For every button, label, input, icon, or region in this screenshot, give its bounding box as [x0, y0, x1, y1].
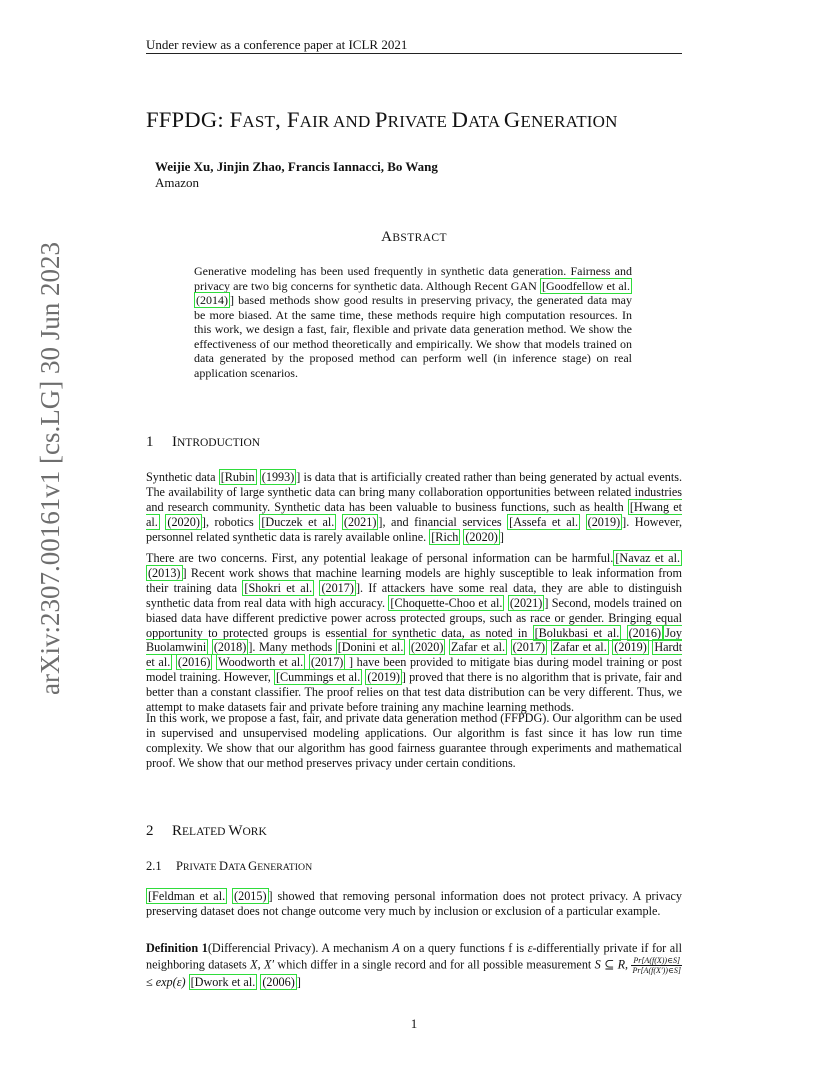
citation-link[interactable]: Zafar et al.	[552, 640, 607, 655]
definition-label: Definition 1	[146, 941, 208, 955]
citation-link[interactable]: (2016)	[177, 655, 211, 670]
citation-link[interactable]: (1993)	[261, 470, 295, 484]
citation-link[interactable]: (2006)	[262, 974, 295, 989]
citation-link[interactable]: (2018)	[213, 640, 247, 655]
citation-link[interactable]: [Choquette-Choo et al.	[390, 595, 503, 610]
citation-link[interactable]: [Assefa et al.	[509, 514, 579, 529]
arxiv-identifier[interactable]: arXiv:2307.00161v1 [cs.LG] 30 Jun 2023	[35, 242, 65, 695]
subsection-heading-private-data-generation: 2.1 PRIVATE DATA GENERATION	[146, 859, 313, 873]
abstract-text: Generative modeling has been used frequently in synthetic data generation. Fairness and privacy are two big concerns for synthetic data. Although Recent GAN [Goodfellow et al. (2014) ] based methods show good results in preserving privacy, the generated data may be more biased. At the same time, these methods require high computation resources. In this work, we design a fast, fair, flexible and private data generation method. We show the effectiveness of our method theoretically and empirically. We show that models trained on data generated by the proposed method can perform well (in inference stage) on real application scenarios.	[194, 264, 632, 380]
citation-link[interactable]: (2019)	[367, 670, 400, 685]
intro-paragraph-3: In this work, we propose a fast, fair, and private data generation method (FFPDG). Our algorithm can be used in supervised and unsupervised modeling applications. Our algorithm is fast since it has low run time complexity. We show that our algorithm has good fairness guarantee through experiments and mathematical proof. We show that our method preserves privacy under certain conditions.	[146, 711, 682, 770]
citation-link[interactable]: [Dwork et al.	[190, 974, 256, 989]
citation-link[interactable]: (2020)	[167, 514, 200, 529]
citation-link[interactable]: [Hwang et al.	[146, 499, 682, 529]
citation-link[interactable]: (2019)	[614, 640, 647, 655]
citation-link[interactable]: [Navaz et al.	[615, 551, 680, 565]
section-heading-introduction: 1 INTRODUCTION	[146, 434, 261, 450]
paper-title: FFPDG: FAST, FAIR AND PRIVATE DATA GENERATION	[146, 107, 618, 132]
citation-link[interactable]: [Shokri et al.	[244, 580, 313, 595]
citation-link[interactable]: (2020)	[465, 529, 498, 544]
citation-link[interactable]: [Cummings et al.	[275, 670, 361, 685]
author-list: Weijie Xu, Jinjin Zhao, Francis Iannacci, Bo Wang	[155, 159, 438, 174]
citation-link[interactable]: [Rubin	[220, 470, 255, 484]
citation-link[interactable]: (2015)	[234, 889, 267, 903]
affiliation: Amazon	[155, 175, 200, 190]
header-rule	[146, 53, 682, 54]
citation-link[interactable]: (2020)	[410, 640, 444, 655]
intro-paragraph-2: There are two concerns. First, any potential leakage of personal information can be harmful. [Navaz et al. (2013) ] Recent work shows that machine learning models are highly susceptible to leak information from their training data [Shokri et al. (2017) ]. If attackers have some real data, they are able to distinguish synthetic data from real data with high accuracy. [Choquette-Choo et al. (2021) ] Second, models trained on biased data have different predictive power across protected groups, such as race or gender. Bringing equal opportunity to protected groups is essential for synthetic data, as noted in [Bolukbasi et al. (2016) Joy Buolamwini (2018) ]. Many methods [Donini et al. (2020) Zafar et al. (2017) Zafar et al. (2019) Hardt et al. (2016) Woodworth et al. (2017) ] have been provided to mitigate bias during model training or post model training. However, [Cummings et al. (2019) ] proved that there is no algorithm that is private, fair and better than a constant classifier. The proof relies on that test data distribution can be very different. Thus, we attempt to make datasets fair and private before training any machine learning methods.	[146, 551, 683, 715]
citation-link[interactable]: (2021)	[343, 514, 377, 529]
citation-link[interactable]: (2021)	[509, 595, 543, 610]
related-paragraph-1: [Feldman et al. (2015) ] showed that removing personal information does not protect privacy. A privacy preserving dataset does not change outcome very much by inclusion or exclusion of a particular example.	[146, 889, 683, 918]
probability-ratio: $\frac{Pr[A(f(X))\in S]}{Pr[A(f(X'))\in S]}$	[632, 955, 681, 975]
citation-link[interactable]: [Goodfellow et al.	[541, 278, 631, 293]
citation-link[interactable]: Joy Buolamwini	[146, 625, 682, 655]
citation-link[interactable]: [Donini et al.	[337, 640, 404, 655]
citation-link[interactable]: [Rich	[431, 529, 459, 544]
citation-link[interactable]: (2017)	[512, 640, 546, 655]
citation-link[interactable]: [Feldman et al.	[148, 889, 226, 903]
citation-link[interactable]: (2016)	[628, 625, 662, 640]
citation-link[interactable]: Zafar et al.	[450, 640, 506, 655]
citation-link[interactable]: (2017)	[321, 580, 354, 595]
citation-link[interactable]: [Bolukbasi et al.	[534, 625, 620, 640]
citation-link[interactable]: (2013)	[148, 565, 181, 580]
citation-link[interactable]: (2017)	[310, 655, 344, 670]
citation-link[interactable]: [Duczek et al.	[261, 514, 335, 529]
running-header: Under review as a conference paper at ICLR 2021	[146, 37, 408, 52]
abstract-heading: ABSTRACT	[381, 229, 447, 245]
citation-link[interactable]: Hardt et al.	[146, 640, 683, 670]
page-number: 1	[410, 1016, 418, 1031]
section-heading-related-work: 2 RELATED WORK	[146, 823, 267, 839]
citation-link[interactable]: Woodworth et al.	[218, 655, 304, 670]
intro-paragraph-1: Synthetic data [Rubin (1993) ] is data that is artificially created rather than being generated by actual events. The availability of large synthetic data can bring many collaboration opportunities between related industries and research community. Synthetic data has been valuable to business functions, such as health [Hwang et al. (2020) ], robotics [Duczek et al. (2021) ], and financial services [Assefa et al. (2019) ]. However, personnel related synthetic data is rarely available online. [Rich (2020) ]	[146, 470, 683, 544]
citation-link[interactable]: (2014)	[196, 293, 228, 307]
definition-block: Definition 1(Differencial Privacy). A mechanism A on a query functions f is ε-differentially private if for all neighboring datasets X, X′ which differ in a single record and for all possible measurement S ⊆ R, $\frac{Pr[A(f(X))\in S]}{Pr[A(f(X'))\in S]}$ ≤ exp(ε) [Dwork et al. (2006) ]	[146, 941, 682, 989]
citation-link[interactable]: (2019)	[587, 514, 621, 529]
